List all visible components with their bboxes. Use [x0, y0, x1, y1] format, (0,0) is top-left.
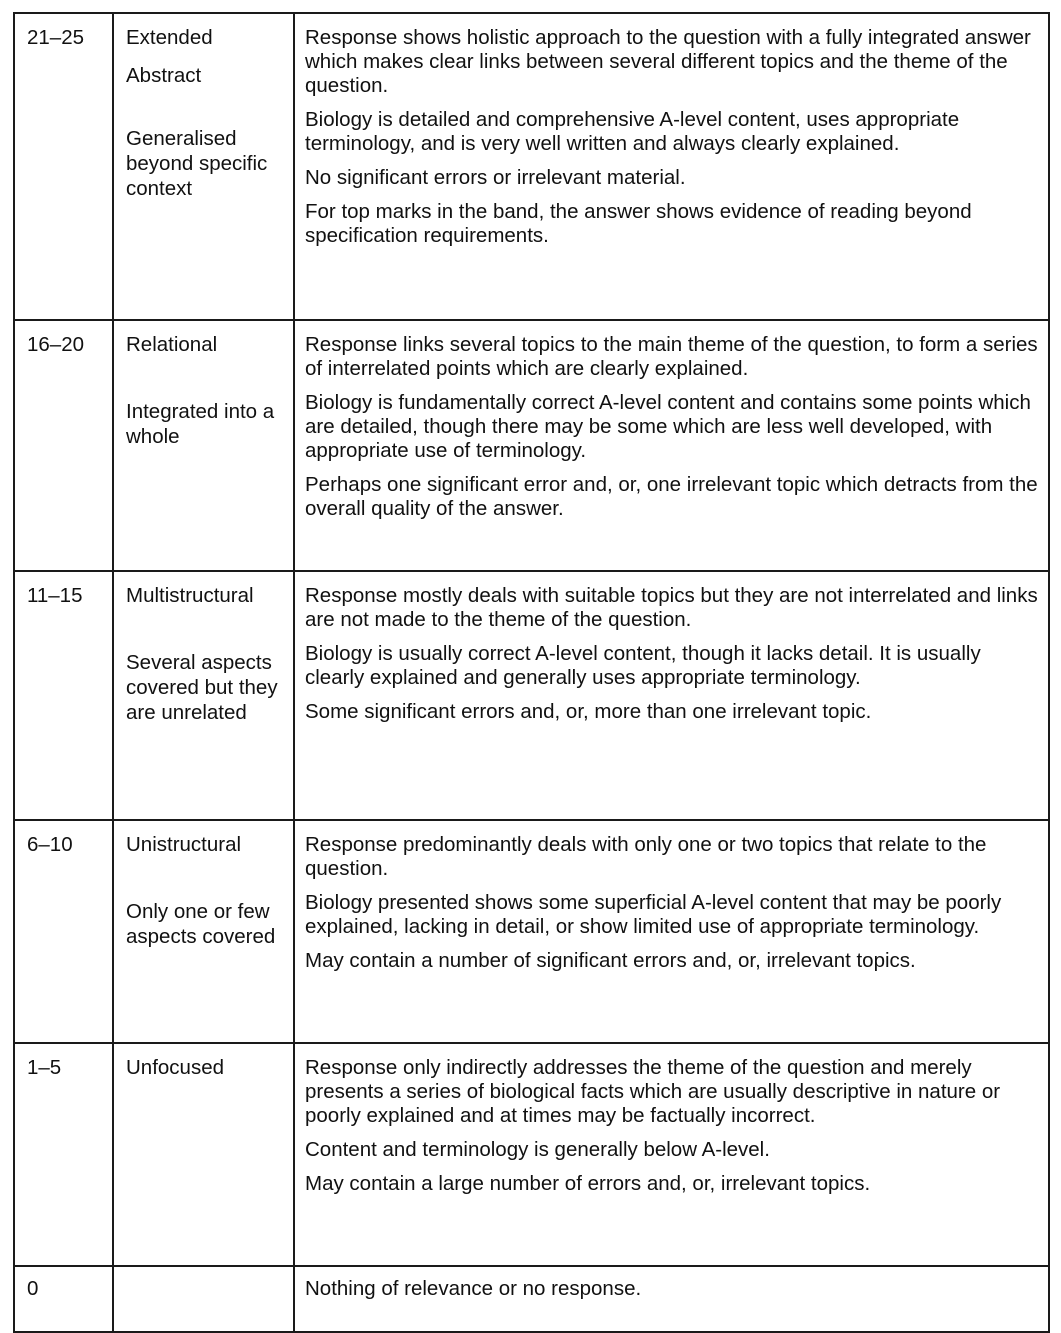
descriptor-cell	[294, 820, 1049, 1043]
descriptor: Content and terminology is generally below A-level.	[305, 1138, 770, 1161]
marks-cell: 1–5	[14, 1043, 113, 1266]
table-row	[14, 13, 1049, 320]
level-cell	[113, 13, 294, 320]
descriptor-cell	[294, 571, 1049, 820]
descriptor-cell	[294, 320, 1049, 571]
descriptor: Perhaps one significant error and, or, one irrelevant topic which detracts from the overall quality of the answer.	[305, 473, 1038, 520]
descriptor: May contain a number of significant errors and, or, irrelevant topics.	[305, 949, 916, 972]
descriptor: Biology presented shows some superficial A-level content that may be poorly explained, lacking in detail, or show limited use of appropriate terminology.	[305, 891, 1002, 938]
level-name: Unfocused	[126, 1056, 225, 1079]
descriptor: Response mostly deals with suitable topics but they are not interrelated and links are not made to the theme of the question.	[305, 584, 1038, 631]
marks-cell: 11–15	[14, 571, 113, 820]
descriptor: Response shows holistic approach to the question with a fully integrated answer which makes clear links between several different topics and the theme of the question.	[305, 26, 1031, 97]
level-name: Multistructural	[126, 584, 254, 607]
level-cell	[113, 1266, 294, 1332]
level-name: Unistructural	[126, 833, 242, 856]
level-description: Several aspects covered but they are unrelated	[126, 651, 278, 724]
table-row	[14, 1266, 1049, 1332]
descriptor: No significant errors or irrelevant material.	[305, 166, 686, 189]
descriptor: For top marks in the band, the answer shows evidence of reading beyond specification requirements.	[305, 200, 972, 247]
level-description: Generalised beyond specific context	[126, 127, 268, 200]
descriptor: Nothing of relevance or no response.	[305, 1277, 642, 1300]
marks-cell: 16–20	[14, 320, 113, 571]
marks-cell: 0	[14, 1266, 113, 1332]
table-row	[14, 571, 1049, 820]
descriptor: Some significant errors and, or, more than one irrelevant topic.	[305, 700, 872, 723]
table-row	[14, 820, 1049, 1043]
level-description: Only one or few aspects covered	[126, 900, 276, 948]
descriptor: Biology is detailed and comprehensive A-level content, uses appropriate terminology, and is very well written and always clearly explained.	[305, 108, 960, 155]
mark-scheme-table	[13, 12, 1050, 1333]
descriptor-cell	[294, 1266, 1049, 1332]
descriptor: Response links several topics to the main theme of the question, to form a series of interrelated points which are clearly explained.	[305, 333, 1038, 380]
level-name: Extended	[126, 26, 213, 49]
marks-cell: 6–10	[14, 820, 113, 1043]
descriptor: Biology is usually correct A-level content, though it lacks detail. It is usually clearly explained and generally uses appropriate terminology.	[305, 642, 981, 689]
level-cell	[113, 1043, 294, 1266]
descriptor: Biology is fundamentally correct A-level content and contains some points which are detailed, though there may be some which are less well developed, with appropriate use of terminology.	[305, 391, 1031, 462]
level-cell	[113, 820, 294, 1043]
marks-cell: 21–25	[14, 13, 113, 320]
level-cell	[113, 320, 294, 571]
level-name: Relational	[126, 333, 218, 356]
level-name-line2: Abstract	[126, 64, 202, 87]
descriptor: Response only indirectly addresses the theme of the question and merely presents a series of biological facts which are usually descriptive in nature or poorly explained and at times may be factually incorrect.	[305, 1056, 1001, 1127]
descriptor-cell	[294, 13, 1049, 320]
level-cell	[113, 571, 294, 820]
level-description: Integrated into a whole	[126, 400, 275, 448]
descriptor: May contain a large number of errors and, or, irrelevant topics.	[305, 1172, 871, 1195]
table-row	[14, 320, 1049, 571]
table-row	[14, 1043, 1049, 1266]
descriptor: Response predominantly deals with only one or two topics that relate to the question.	[305, 833, 987, 880]
descriptor-cell	[294, 1043, 1049, 1266]
